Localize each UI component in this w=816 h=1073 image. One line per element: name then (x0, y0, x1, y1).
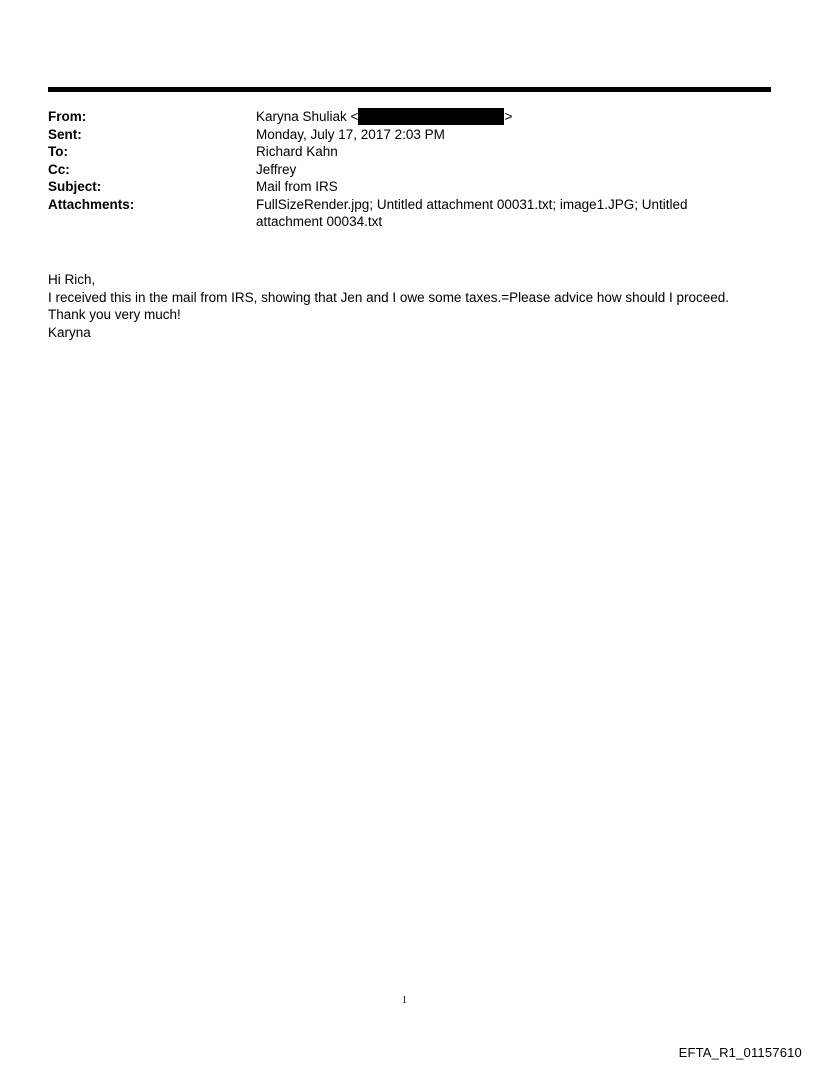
page-number: 1 (402, 995, 407, 1006)
body-line-signature: Karyna (48, 324, 91, 340)
attachments-row (48, 196, 771, 231)
attachments-value: FullSizeRender.jpg; Untitled attachment 00031.txt; image1.JPG; Untitled attachment 00034.txt (256, 196, 688, 229)
sender-email-close: > (504, 109, 513, 124)
sent-row (48, 126, 771, 144)
header-rule (48, 87, 771, 92)
to-value: Richard Kahn (256, 144, 338, 159)
body-line-greeting: Hi Rich, (48, 272, 96, 287)
from-row (48, 108, 771, 126)
from-value (256, 108, 771, 126)
body-line-thanks: Thank you very much! (48, 307, 181, 322)
to-label: To: (48, 144, 68, 159)
from-label: From: (48, 109, 87, 124)
redaction-box (358, 108, 504, 125)
cc-row (48, 161, 771, 179)
subject-label: Subject: (48, 179, 102, 194)
document-id: EFTA_R1_01157610 (678, 1045, 802, 1060)
sent-value: Monday, July 17, 2017 2:03 PM (256, 126, 445, 142)
body-line-message: I received this in the mail from IRS, showing that Jen and I owe some taxes.=Please advice how should I proceed. (48, 289, 729, 305)
email-header (48, 108, 771, 231)
to-row (48, 143, 771, 161)
sender-name: Karyna Shuliak < (256, 109, 359, 124)
sent-label: Sent: (48, 126, 82, 142)
attachments-label: Attachments: (48, 196, 135, 212)
subject-row (48, 178, 771, 196)
email-body (48, 271, 771, 341)
cc-label: Cc: (48, 161, 70, 177)
cc-value: Jeffrey (256, 161, 297, 177)
subject-value: Mail from IRS (256, 179, 338, 194)
